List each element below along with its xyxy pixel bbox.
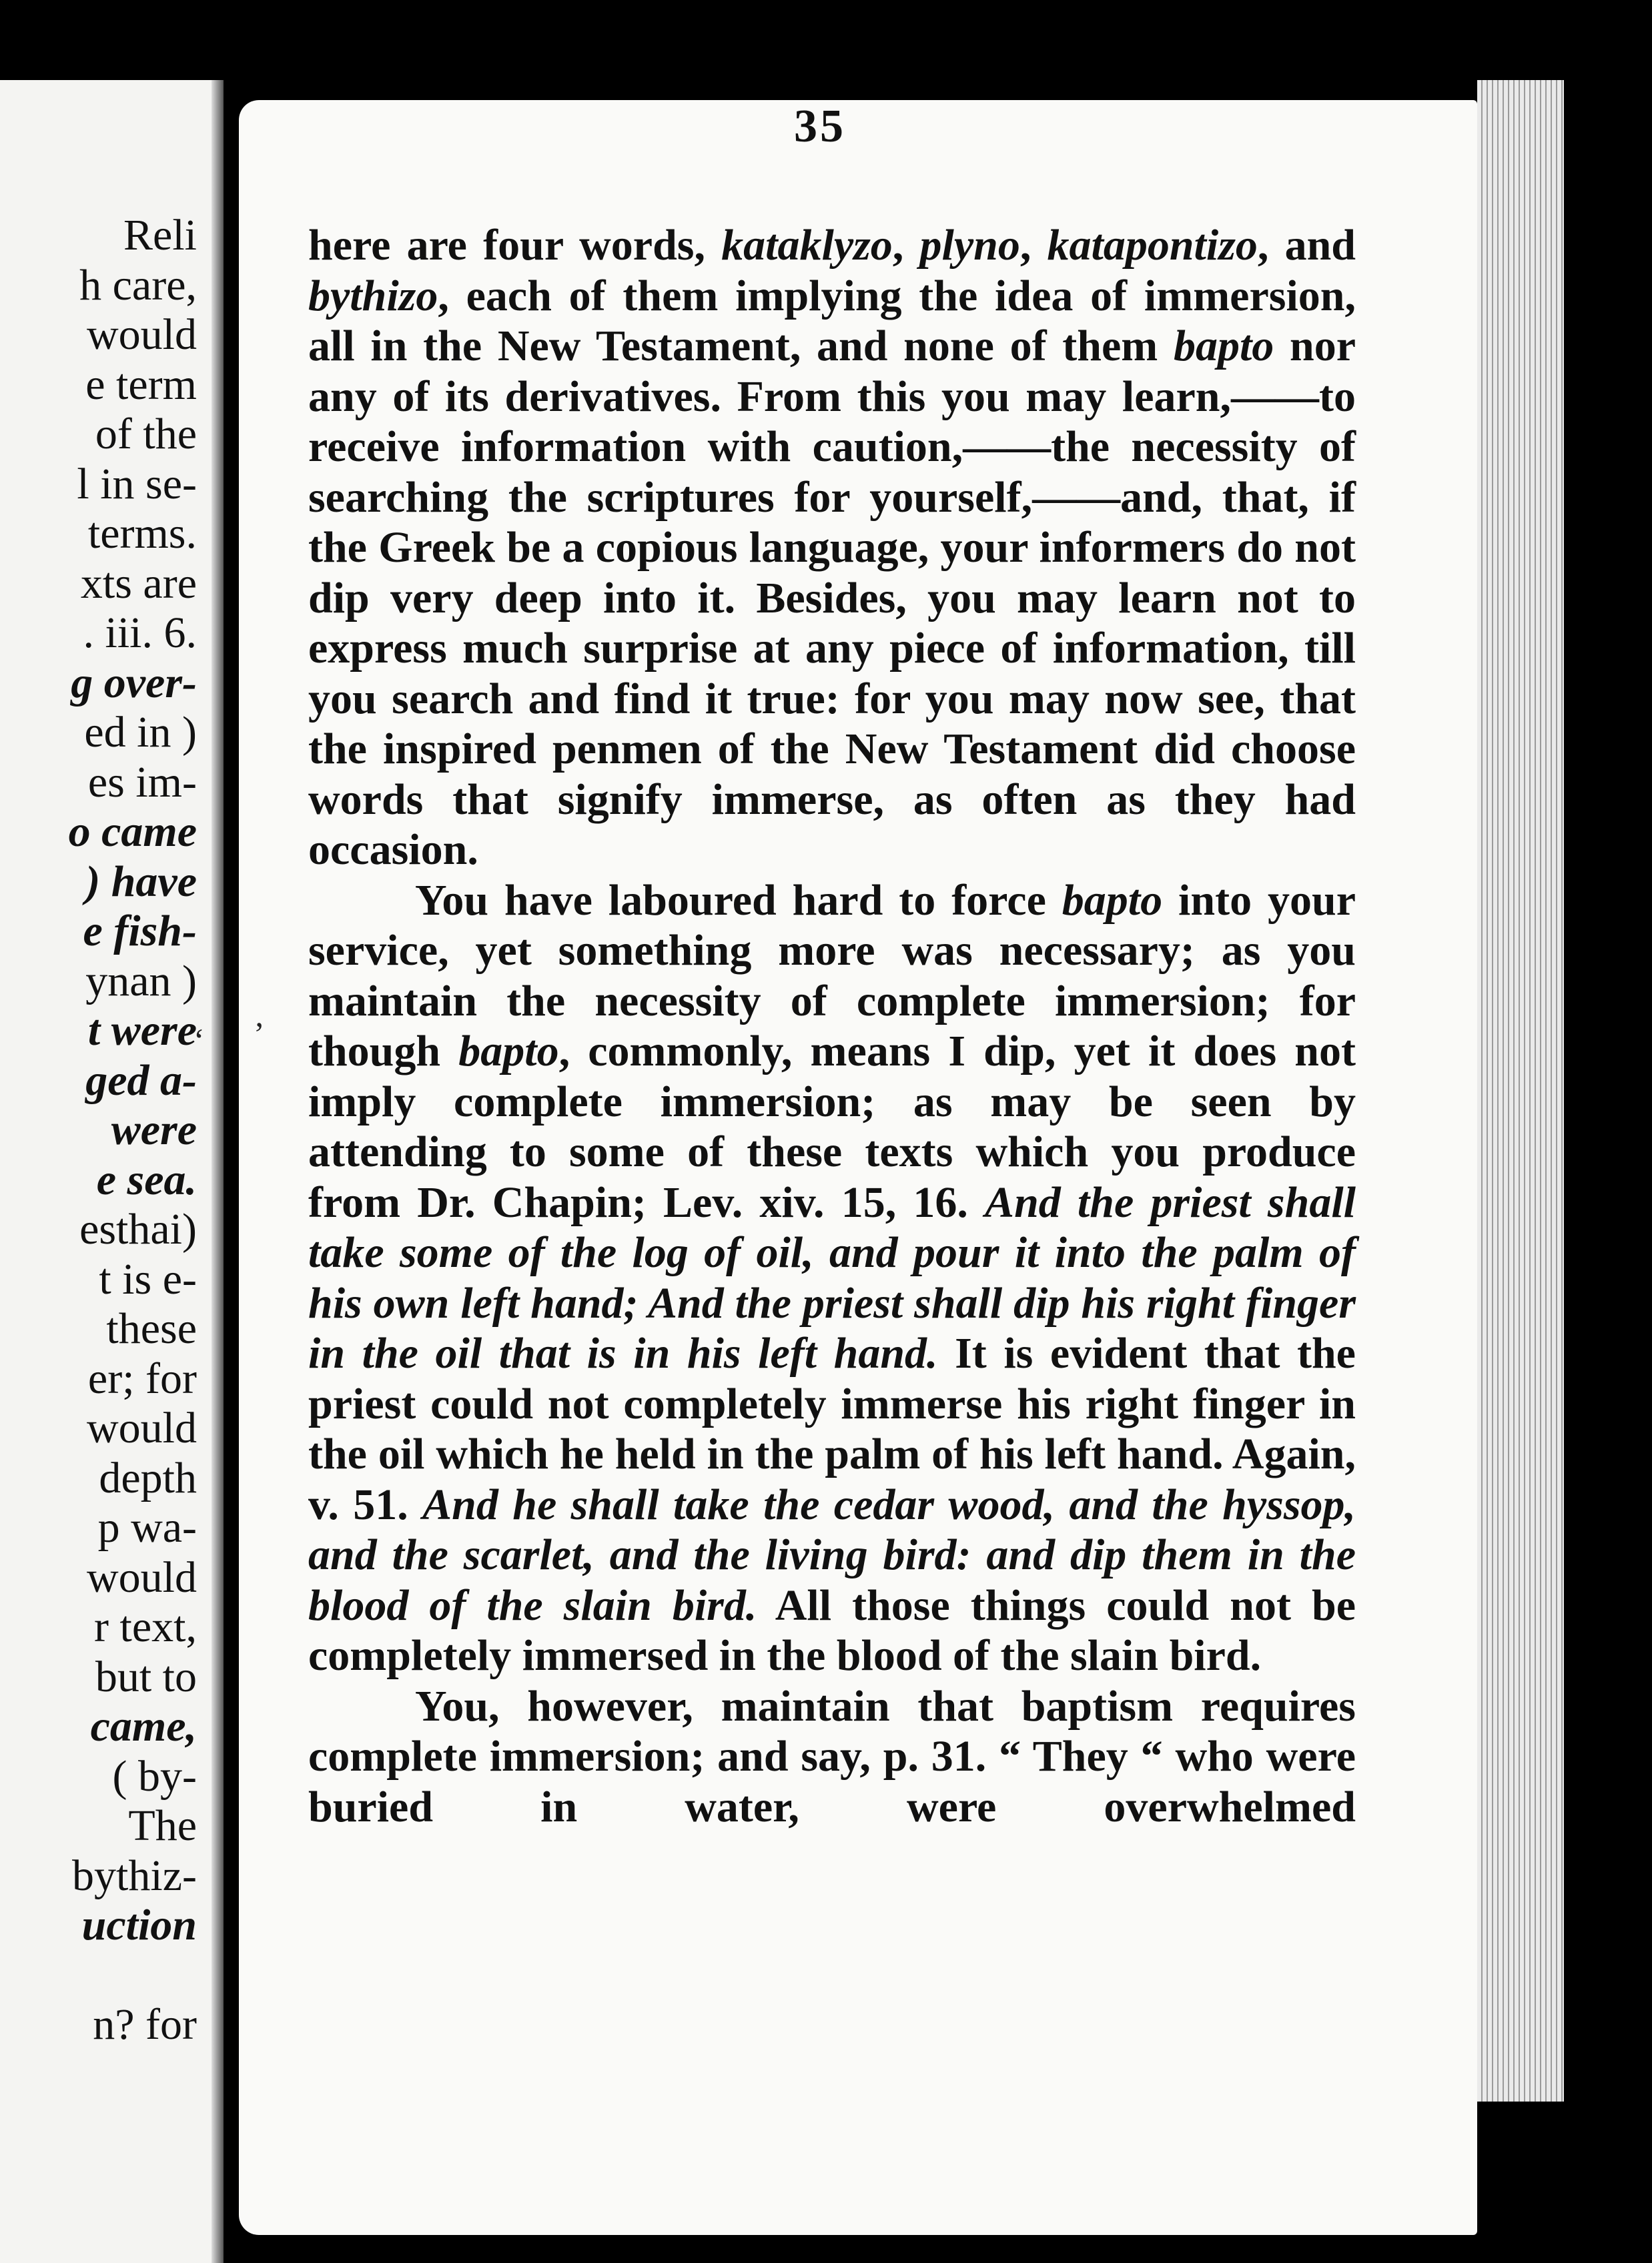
text-run: here are four words,: [308, 221, 722, 270]
left-page-line: e fish-: [83, 907, 197, 955]
left-page-line: o came: [68, 807, 197, 856]
italic-text: bapto: [458, 1027, 559, 1075]
left-page-line: of the: [95, 410, 197, 458]
left-page-line: l in se-: [77, 459, 197, 508]
left-page-line: terms.: [87, 509, 197, 558]
text-run: , commonly, means I dip, yet it does not imply complete immersion; as may be seen by attending to some of these texts which you produce from Dr. Chapin; Lev. xiv. 15, 16.: [308, 1027, 1356, 1227]
ink-mark: ‘: [193, 1021, 205, 1059]
text-run: You, however, maintain that baptism requires complete immersion; and say, p. 31. “ They “ who were buried in water, were overwhelmed: [308, 1681, 1356, 1831]
text-run: ,: [892, 221, 920, 270]
italic-text: katapontizo: [1047, 221, 1258, 270]
text-run: You have laboured hard to force: [415, 875, 1062, 925]
left-page-line: t were: [87, 1006, 197, 1055]
page-number: 35: [794, 101, 846, 152]
left-page-line: would: [87, 1404, 197, 1452]
left-page-line: es im-: [87, 757, 197, 807]
italic-text: bapto: [1062, 875, 1163, 925]
left-page-line: but to: [95, 1652, 197, 1701]
left-page-line: r text,: [94, 1603, 197, 1651]
paragraph: [308, 220, 1356, 875]
left-page-line: ( by-: [112, 1751, 197, 1801]
left-page-line: esthai): [79, 1205, 197, 1254]
left-page-line: Reli: [123, 211, 197, 260]
left-page-line: e term: [85, 360, 197, 409]
left-page-line: er; for: [87, 1354, 197, 1403]
left-page-line: xts are: [80, 558, 197, 608]
left-page-line: came,: [90, 1702, 197, 1751]
italic-text: And he shall take the cedar wood, and the hyssop, and the scarlet, and the living bird: and dip them in the blood of the slain bird.: [308, 1480, 1356, 1630]
left-page-line: depth: [99, 1453, 197, 1502]
italic-text: bythizo: [308, 271, 438, 320]
italic-text: bapto: [1173, 322, 1274, 370]
book-gutter: [212, 80, 224, 2263]
left-page-line: these: [106, 1304, 197, 1353]
left-page-line: uction: [81, 1901, 197, 1949]
page-body-text: [308, 220, 1356, 1832]
left-page-line: t is e-: [99, 1254, 197, 1304]
left-page-line: g over-: [71, 658, 197, 707]
left-page-line: ) have: [85, 857, 197, 906]
text-run: nor any of its derivatives. From this you may learn,——to receive information with caution,——the necessity of searching the scriptures for yourself,——and, that, if the Greek be a copious language, your informers do not dip very deep into it. Besides, you may learn not to express much surprise at any piece of information, till you search and find it true: for you may now see, that the inspired penmen of the New Testament did choose words that signify immerse, as often as they had occasion.: [308, 322, 1356, 874]
italic-text: kataklyzo: [721, 221, 893, 270]
left-page-line: n? for: [93, 2000, 197, 2049]
left-page-line: bythiz-: [72, 1851, 197, 1900]
text-run: ,: [1019, 221, 1048, 270]
left-page-line: ed in ): [84, 708, 197, 757]
page-edges: [1477, 80, 1564, 2102]
italic-text: plyno: [919, 221, 1020, 270]
left-page-line: ged a-: [85, 1055, 197, 1105]
left-page-line: would: [87, 1552, 197, 1602]
left-page-line: were: [111, 1105, 197, 1154]
left-page-line: The: [128, 1801, 197, 1850]
left-page-line: ynan ): [85, 956, 197, 1005]
left-page-line: would: [87, 310, 197, 359]
left-page-fragment: [0, 80, 224, 2263]
text-run: All those things could not be completely immersed in the blood of the slain bird.: [308, 1580, 1356, 1680]
left-page-line: e sea.: [96, 1155, 197, 1204]
left-page-line: h care,: [79, 260, 197, 310]
paragraph: [308, 1681, 1356, 1833]
text-run: , and: [1257, 221, 1356, 270]
left-page-line: . iii. 6.: [83, 608, 197, 657]
text-run: It is evident that the priest could not completely immerse his right finger in the oil which he held in the palm of his left hand. Again, v. 51.: [308, 1329, 1356, 1529]
left-page-line: p wa-: [97, 1503, 197, 1552]
text-run: , each of them implying the idea of immersion, all in the New Testament, and none of them: [308, 271, 1356, 370]
paragraph: [308, 875, 1356, 1681]
ink-mark: ’: [254, 1015, 265, 1052]
italic-text: And the priest shall take some of the log of oil, and pour it into the palm of his own left hand; And the priest shall dip his right finger in the oil that is in his left hand.: [308, 1178, 1356, 1378]
text-run: into your service, yet something more was necessary; as you maintain the necessity of complete immersion; for though: [308, 875, 1356, 1075]
